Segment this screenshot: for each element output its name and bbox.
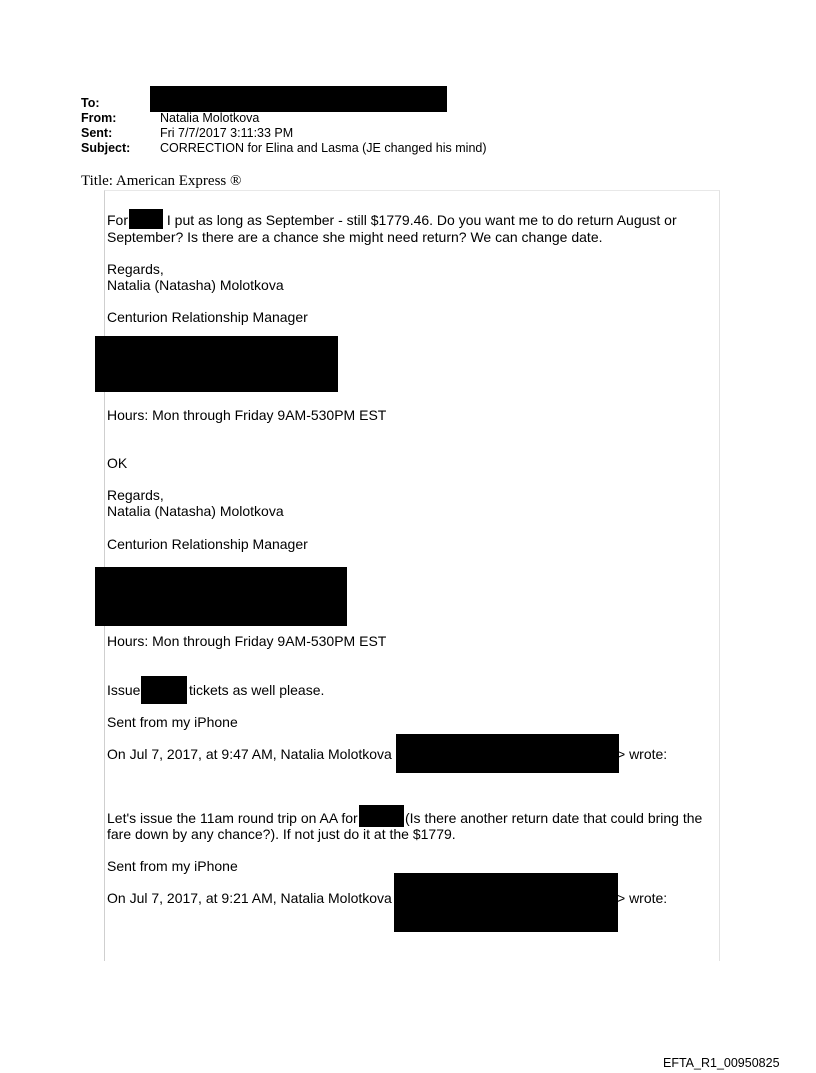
subject-label: Subject: bbox=[81, 141, 131, 155]
document-id: EFTA_R1_00950825 bbox=[663, 1056, 780, 1070]
from-value: Natalia Molotkova bbox=[160, 111, 260, 125]
email-redaction-2 bbox=[394, 873, 618, 932]
name-redaction-3 bbox=[359, 805, 404, 827]
sent-from-iphone-2: Sent from my iPhone bbox=[107, 858, 238, 874]
signature-role-1: Centurion Relationship Manager bbox=[107, 309, 308, 325]
regards-2: Regards, bbox=[107, 487, 164, 503]
to-redaction bbox=[150, 86, 447, 112]
for-word: For bbox=[107, 212, 128, 228]
sent-from-iphone-1: Sent from my iPhone bbox=[107, 714, 238, 730]
on-jul-7-921: On Jul 7, 2017, at 9:21 AM, Natalia Molotkova bbox=[107, 890, 392, 906]
hours-2: Hours: Mon through Friday 9AM-530PM EST bbox=[107, 633, 387, 649]
contact-redaction-1 bbox=[95, 336, 338, 392]
email-redaction-1 bbox=[396, 734, 619, 773]
hours-1: Hours: Mon through Friday 9AM-530PM EST bbox=[107, 407, 387, 423]
lets-issue-line2: fare down by any chance?). If not just do it at the $1779. bbox=[107, 826, 456, 842]
signature-role-2: Centurion Relationship Manager bbox=[107, 536, 308, 552]
sent-value: Fri 7/7/2017 3:11:33 PM bbox=[160, 126, 294, 140]
sent-label: Sent: bbox=[81, 126, 113, 140]
issue-rest: tickets as well please. bbox=[189, 682, 325, 698]
regards-1: Regards, bbox=[107, 261, 164, 277]
document-title: Title: American Express ® bbox=[81, 173, 242, 189]
contact-redaction-2 bbox=[95, 567, 347, 626]
from-label: From: bbox=[81, 111, 117, 125]
ok-reply: OK bbox=[107, 455, 128, 471]
name-redaction-1 bbox=[129, 209, 163, 229]
lets-issue-b: (Is there another return date that could bring the bbox=[405, 810, 703, 826]
body-line-september: September? Is there are a chance she might need return? We can change date. bbox=[107, 229, 603, 245]
issue-word: Issue bbox=[107, 682, 141, 698]
signature-name-2: Natalia (Natasha) Molotkova bbox=[107, 503, 284, 519]
to-label: To: bbox=[81, 96, 100, 110]
name-redaction-2 bbox=[141, 676, 187, 704]
subject-value: CORRECTION for Elina and Lasma (JE changed his mind) bbox=[160, 141, 487, 155]
lets-issue-a: Let's issue the 11am round trip on AA for bbox=[107, 810, 358, 826]
wrote-2: > wrote: bbox=[617, 890, 668, 906]
on-jul-7-947: On Jul 7, 2017, at 9:47 AM, Natalia Molotkova bbox=[107, 746, 392, 762]
body-line-for bbox=[107, 212, 677, 228]
for-rest: I put as long as September - still $1779.46. Do you want me to do return August or bbox=[163, 212, 677, 228]
wrote-1: > wrote: bbox=[617, 746, 668, 762]
signature-name-1: Natalia (Natasha) Molotkova bbox=[107, 277, 284, 293]
